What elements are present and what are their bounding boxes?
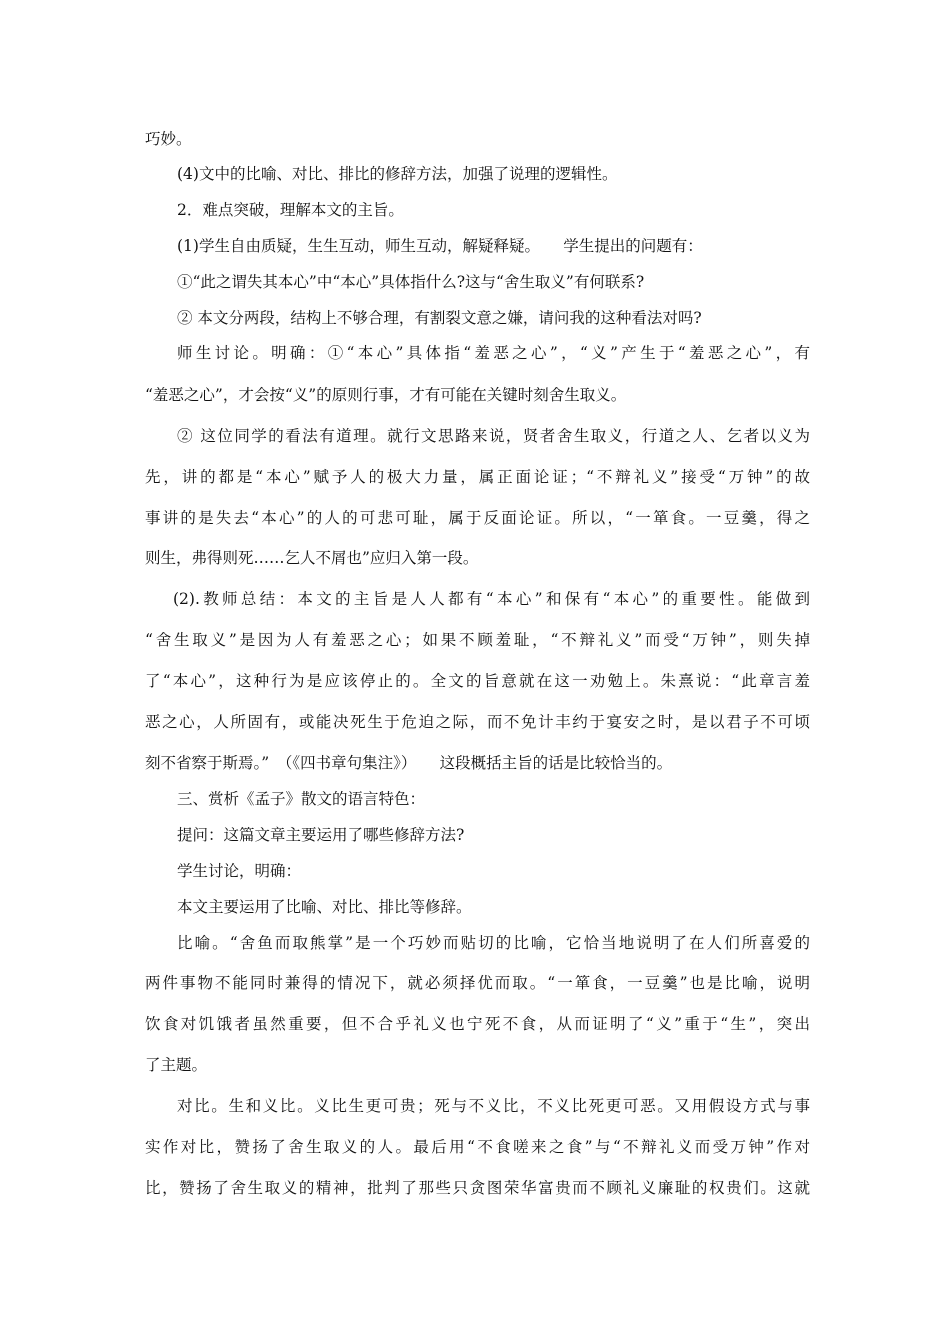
text-line: 了“本心”，这种行为是应该停止的。全文的旨意就在这一劝勉上。朱熹说：“此章言羞 — [145, 672, 810, 690]
text-line: 先，讲的都是“本心”赋予人的极大力量，属正面论证；“不辩礼义”接受“万钟”的故 — [145, 468, 810, 486]
text-line: ② 这位同学的看法有道理。就行文思路来说，贤者舍生取义，行道之人、乞者以义为 — [177, 427, 810, 445]
text-line: 了主题。 — [145, 1056, 208, 1074]
text-line: 提问：这篇文章主要运用了哪些修辞方法? — [177, 826, 465, 844]
text-line: 本文主要运用了比喻、对比、排比等修辞。 — [177, 898, 472, 916]
text-line: 两件事物不能同时兼得的情况下，就必须择优而取。“一箪食，一豆羹”也是比喻，说明 — [145, 974, 810, 992]
text-line: 师生讨论。明确：①“本心”具体指“羞恶之心”，“义”产生于“羞恶之心”，有 — [177, 344, 810, 362]
text-line: (1)学生自由质疑，生生互动，师生互动，解疑释疑。 学生提出的问题有： — [177, 237, 703, 255]
text-line: 2．难点突破，理解本文的主旨。 — [177, 201, 404, 219]
text-line: 巧妙。 — [145, 130, 192, 148]
text-line: (4)文中的比喻、对比、排比的修辞方法，加强了说理的逻辑性。 — [177, 165, 618, 183]
text-line: ①“此之谓失其本心”中“本心”具体指什么?这与“舍生取义”有何联系? — [177, 273, 645, 291]
text-line: 对比。生和义比。义比生更可贵；死与不义比，不义比死更可恶。又用假设方式与事 — [177, 1097, 810, 1115]
text-line: 比，赞扬了舍生取义的精神，批判了那些只贪图荣华富贵而不顾礼义廉耻的权贵们。这就 — [145, 1179, 810, 1197]
text-line: ② 本文分两段，结构上不够合理，有割裂文意之嫌，请问我的这种看法对吗? — [177, 309, 702, 327]
text-line: 实作对比，赞扬了舍生取义的人。最后用“不食嗟来之食”与“不辩礼义而受万钟”作对 — [145, 1138, 810, 1156]
text-line: 刻不省察于斯焉。” （《四书章句集注》） 这段概括主旨的话是比较恰当的。 — [145, 754, 673, 772]
text-line: 恶之心，人所固有，或能决死生于危迫之际，而不免计丰约于宴安之时，是以君子不可顷 — [145, 713, 810, 731]
text-line: 比喻。“舍鱼而取熊掌”是一个巧妙而贴切的比喻，它恰当地说明了在人们所喜爱的 — [177, 934, 810, 952]
text-line: 学生讨论，明确： — [177, 862, 302, 880]
text-line: “舍生取义”是因为人有羞恶之心；如果不顾羞耻，“不辩礼义”而受“万钟”，则失掉 — [145, 631, 810, 649]
text-line: 饮食对饥饿者虽然重要，但不合乎礼义也宁死不食，从而证明了“义”重于“生”，突出 — [145, 1015, 810, 1033]
text-line: 事讲的是失去“本心”的人的可悲可耻，属于反面论证。所以，“一箪食。一豆羹，得之 — [145, 509, 810, 527]
text-line: “羞恶之心”，才会按“义”的原则行事，才有可能在关键时刻舍生取义。 — [145, 386, 627, 404]
section-heading: 三、赏析《孟子》散文的语言特色： — [177, 790, 426, 808]
text-line: 则生，弗得则死……乞人不屑也”应归入第一段。 — [145, 549, 479, 567]
text-line: (2).教师总结：本文的主旨是人人都有“本心”和保有“本心”的重要性。能做到 — [173, 590, 810, 608]
